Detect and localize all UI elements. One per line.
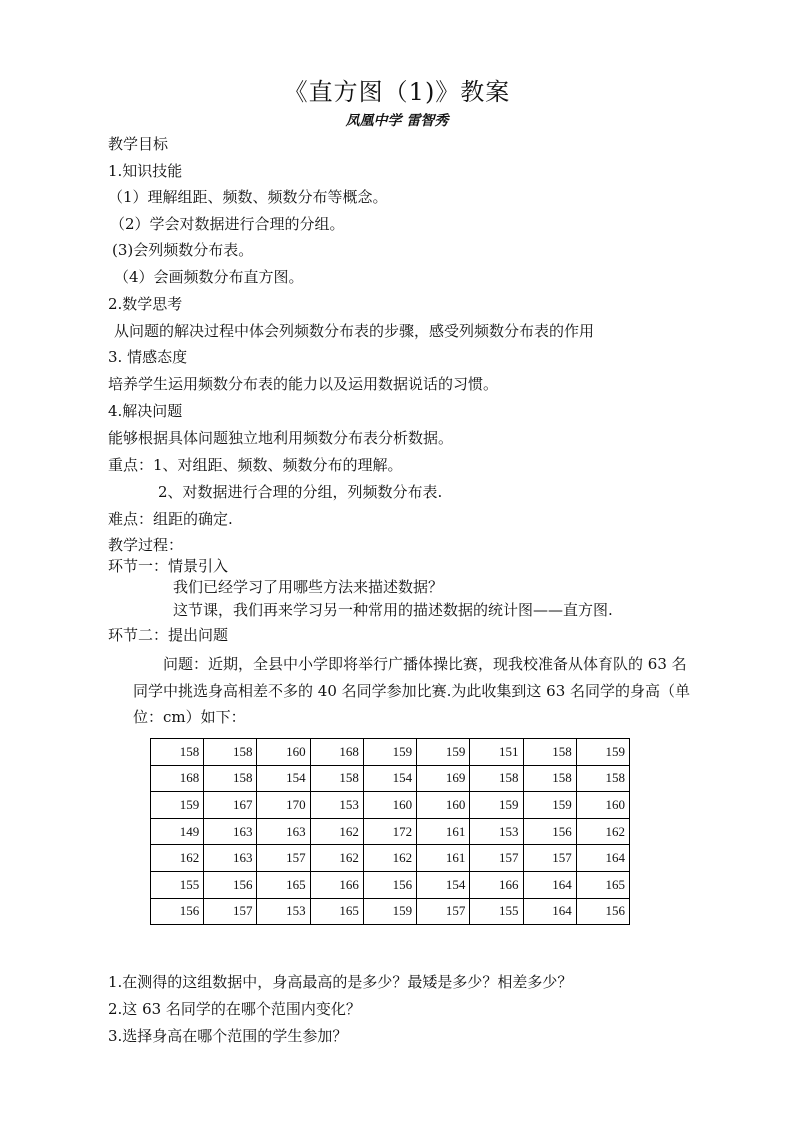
table-cell: 153	[310, 792, 363, 819]
table-cell: 165	[576, 871, 629, 898]
table-cell: 162	[310, 845, 363, 872]
table-cell: 154	[257, 765, 310, 792]
table-cell: 155	[470, 898, 523, 925]
table-row	[151, 739, 630, 766]
table-cell: 163	[204, 845, 257, 872]
table-cell: 156	[151, 898, 204, 925]
paragraph: 这节课，我们再来学习另一种常用的描述数据的统计图——直方图.	[173, 601, 613, 619]
table-cell: 170	[257, 792, 310, 819]
heading-teaching-goals: 教学目标	[108, 135, 169, 153]
table-cell: 166	[470, 871, 523, 898]
table-cell: 157	[523, 845, 576, 872]
table-cell: 156	[576, 898, 629, 925]
table-cell: 158	[523, 739, 576, 766]
table-cell: 163	[257, 818, 310, 845]
table-cell: 159	[417, 739, 470, 766]
document-title: 《直方图（1)》教案	[283, 78, 511, 106]
table-row	[151, 898, 630, 925]
table-cell: 153	[470, 818, 523, 845]
table-cell: 158	[204, 739, 257, 766]
table-cell: 153	[257, 898, 310, 925]
table-cell: 159	[151, 792, 204, 819]
table-row	[151, 871, 630, 898]
paragraph: 同学中挑选身高相差不多的 40 名同学参加比赛.为此收集到这 63 名同学的身高（单	[133, 682, 691, 700]
key-point: 重点：1、对组距、频数、频数分布的理解。	[108, 456, 403, 474]
table-cell: 158	[310, 765, 363, 792]
table-cell: 151	[470, 739, 523, 766]
table-cell: 159	[363, 739, 416, 766]
paragraph: 能够根据具体问题独立地利用频数分布表分析数据。	[108, 429, 454, 447]
table-cell: 159	[576, 739, 629, 766]
difficult-point: 难点：组距的确定.	[108, 510, 233, 528]
paragraph: 位：cm）如下：	[133, 708, 246, 726]
table-cell: 156	[363, 871, 416, 898]
heading-math-thinking: 2.数学思考	[108, 295, 183, 313]
table-row	[151, 765, 630, 792]
table-cell: 157	[257, 845, 310, 872]
table-cell: 165	[310, 898, 363, 925]
table-cell: 157	[417, 898, 470, 925]
table-cell: 159	[470, 792, 523, 819]
document-author: 凤凰中学 雷智秀	[345, 113, 449, 129]
table-row	[151, 792, 630, 819]
table-cell: 162	[363, 845, 416, 872]
heading-attitude: 3. 情感态度	[108, 348, 188, 366]
table-cell: 164	[523, 898, 576, 925]
paragraph: 问题：近期，全县中小学即将举行广播体操比赛，现我校准备从体育队的 63 名	[163, 655, 687, 673]
table-cell: 156	[523, 818, 576, 845]
table-cell: 159	[523, 792, 576, 819]
table-cell: 160	[576, 792, 629, 819]
table-cell: 154	[417, 871, 470, 898]
table-cell: 162	[310, 818, 363, 845]
table-cell: 172	[363, 818, 416, 845]
goal-item: （1）理解组距、频数、频数分布等概念。	[108, 188, 388, 206]
table-cell: 154	[363, 765, 416, 792]
table-row	[151, 818, 630, 845]
paragraph: 培养学生运用频数分布表的能力以及运用数据说话的习惯。	[108, 375, 499, 393]
table-cell: 158	[576, 765, 629, 792]
table-cell: 164	[523, 871, 576, 898]
section-heading: 环节一：情景引入	[108, 557, 229, 575]
table-cell: 169	[417, 765, 470, 792]
table-cell: 157	[204, 898, 257, 925]
table-cell: 149	[151, 818, 204, 845]
table-cell: 157	[470, 845, 523, 872]
table-row	[151, 845, 630, 872]
goal-item: （4）会画频数分布直方图。	[114, 268, 304, 286]
goal-item: （2）学会对数据进行合理的分组。	[110, 215, 345, 233]
table-cell: 158	[523, 765, 576, 792]
table-cell: 167	[204, 792, 257, 819]
table-cell: 161	[417, 845, 470, 872]
heading-knowledge-skills: 1.知识技能	[108, 162, 183, 180]
question: 3.选择身高在哪个范围的学生参加？	[108, 1027, 348, 1045]
table-cell: 158	[204, 765, 257, 792]
table-cell: 160	[417, 792, 470, 819]
goal-item: (3)会列频数分布表。	[112, 241, 254, 259]
section-heading: 环节二：提出问题	[108, 626, 229, 644]
table-cell: 164	[576, 845, 629, 872]
table-cell: 162	[576, 818, 629, 845]
table-cell: 159	[363, 898, 416, 925]
table-cell: 163	[204, 818, 257, 845]
heading-teaching-process: 教学过程：	[108, 536, 184, 554]
table-cell: 160	[363, 792, 416, 819]
table-cell: 168	[310, 739, 363, 766]
table-cell: 166	[310, 871, 363, 898]
table-cell: 158	[151, 739, 204, 766]
table-cell: 161	[417, 818, 470, 845]
question: 2.这 63 名同学的在哪个范围内变化？	[108, 1000, 361, 1018]
question: 1.在测得的这组数据中，身高最高的是多少？最矮是多少？相差多少？	[108, 973, 573, 991]
table-cell: 165	[257, 871, 310, 898]
table-cell: 155	[151, 871, 204, 898]
table-cell: 162	[151, 845, 204, 872]
height-data-table	[150, 738, 630, 925]
table-cell: 156	[204, 871, 257, 898]
key-point: 2、对数据进行合理的分组，列频数分布表.	[158, 483, 443, 501]
table-cell: 160	[257, 739, 310, 766]
table-cell: 158	[470, 765, 523, 792]
heading-problem-solving: 4.解决问题	[108, 402, 183, 420]
table-cell: 168	[151, 765, 204, 792]
paragraph: 从问题的解决过程中体会列频数分布表的步骤，感受列频数分布表的作用	[114, 322, 595, 340]
paragraph: 我们已经学习了用哪些方法来描述数据？	[173, 578, 444, 596]
